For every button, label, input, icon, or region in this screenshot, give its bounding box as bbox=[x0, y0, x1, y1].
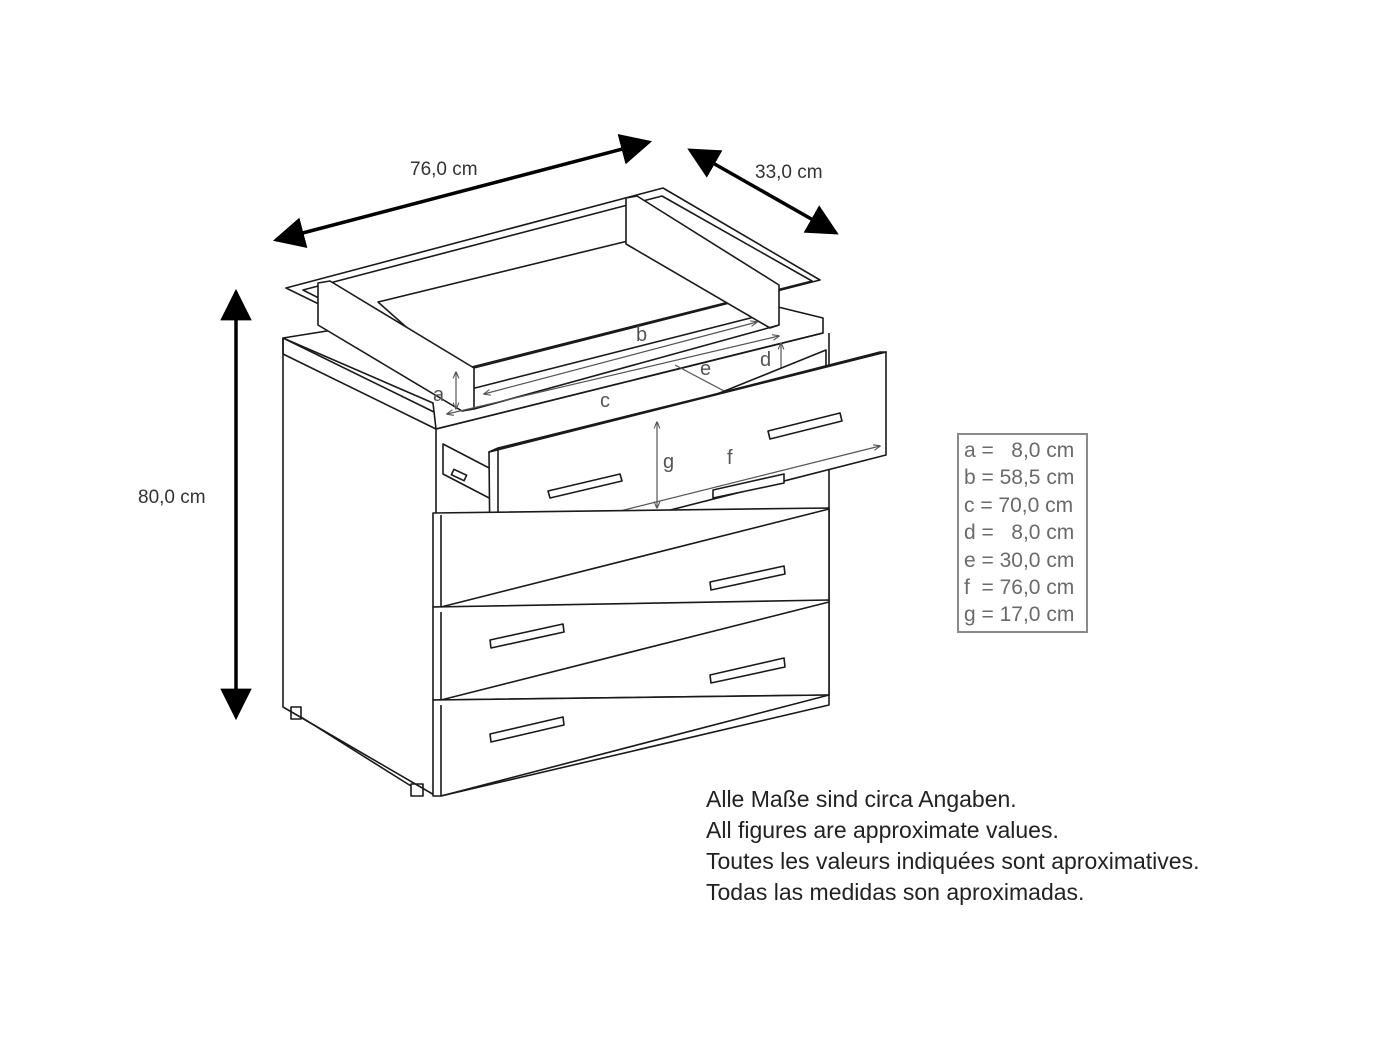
legend-row-f: f = 76,0 cm bbox=[964, 576, 1075, 600]
legend-row-c: c = 70,0 cm bbox=[964, 493, 1074, 517]
width-label: 76,0 cm bbox=[410, 159, 478, 180]
label-f: f bbox=[727, 447, 733, 469]
height-label: 80,0 cm bbox=[138, 487, 206, 508]
label-d: d bbox=[760, 349, 772, 371]
depth-label: 33,0 cm bbox=[755, 162, 823, 183]
note-english: All figures are approximate values. bbox=[706, 817, 1059, 843]
legend-row-g: g = 17,0 cm bbox=[964, 603, 1075, 627]
label-e: e bbox=[700, 358, 712, 380]
legend-row-e: e = 30,0 cm bbox=[964, 548, 1075, 572]
label-c: c bbox=[600, 390, 610, 412]
approximation-notes bbox=[706, 784, 1199, 908]
drawer-3-front bbox=[433, 600, 829, 700]
dimension-legend bbox=[957, 433, 1088, 633]
drawer-rail bbox=[443, 444, 493, 500]
note-spanish: Todas las medidas son aproximadas. bbox=[706, 879, 1085, 905]
closed-drawers bbox=[433, 508, 829, 796]
note-german: Alle Maße sind circa Angaben. bbox=[706, 786, 1017, 812]
label-g: g bbox=[663, 451, 675, 473]
label-a: a bbox=[433, 384, 445, 406]
legend-row-a: a = 8,0 cm bbox=[964, 439, 1075, 462]
note-french: Toutes les valeurs indiquées sont aproximatives. bbox=[706, 848, 1200, 874]
legend-row-d: d = 8,0 cm bbox=[964, 521, 1075, 545]
drawer-2-front bbox=[433, 508, 829, 607]
legend-row-b: b = 58,5 cm bbox=[964, 466, 1075, 490]
label-b: b bbox=[636, 324, 648, 346]
left-side-panel bbox=[283, 338, 436, 796]
